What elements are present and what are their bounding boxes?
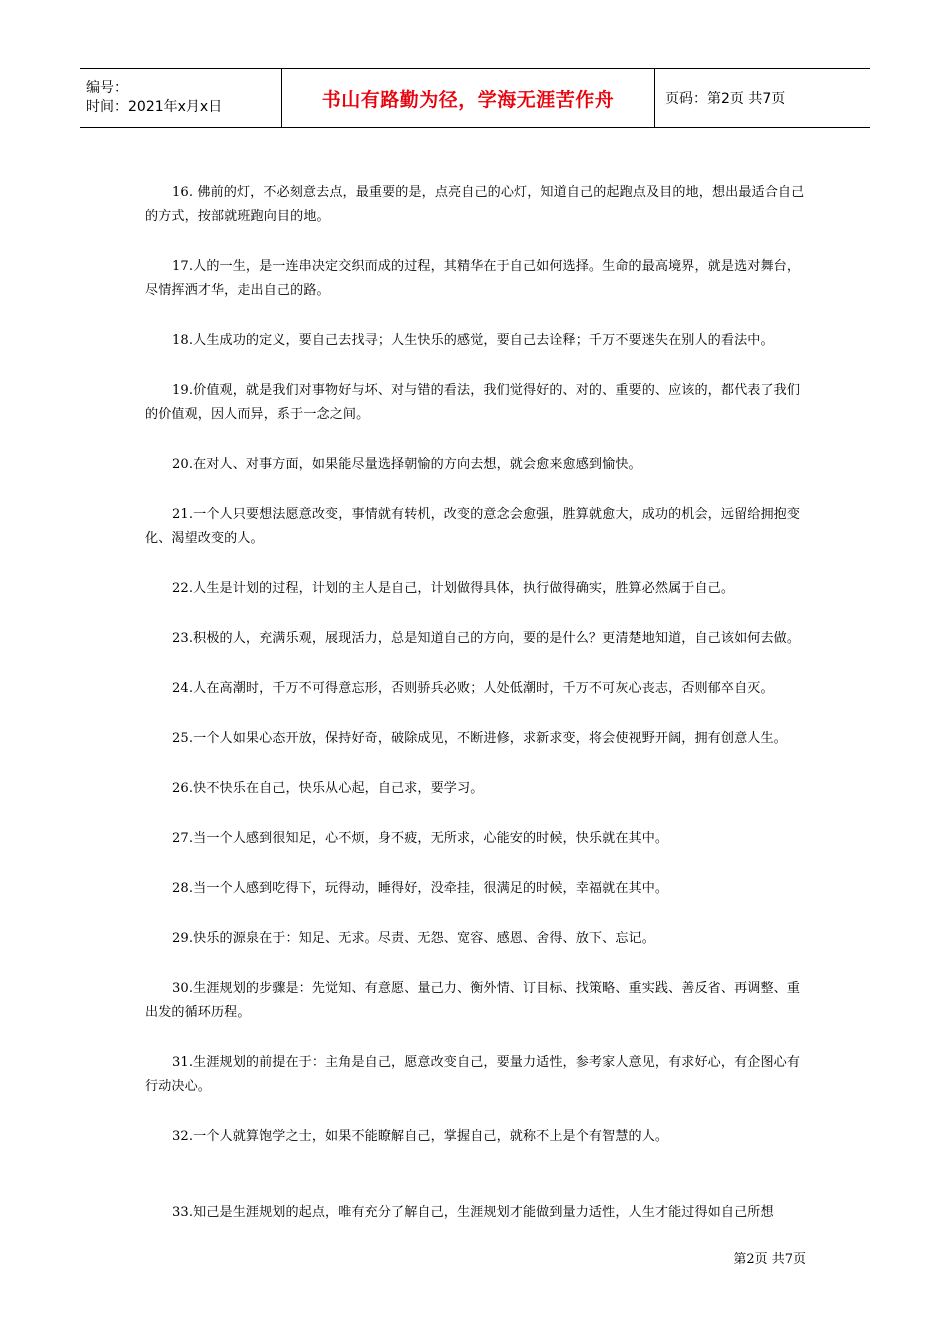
paragraph-17: 17.人的一生，是一连串决定交织而成的过程，其精华在于自己如何选择。生命的最高境界，就是选对舞台，尽情挥洒才华，走出自己的路。 xyxy=(145,259,801,298)
paragraph-32: 32.一个人就算饱学之士，如果不能瞭解自己，掌握自己，就称不上是个有智慧的人。 xyxy=(172,1129,669,1144)
page-header xyxy=(80,68,870,128)
paragraph-28: 28.当一个人感到吃得下，玩得动，睡得好，没牵挂，很满足的时候，幸福就在其中。 xyxy=(172,881,669,896)
paragraph-31: 31.生涯规划的前提在于：主角是自己，愿意改变自己，要量力适性，参考家人意见，有求好心，有企图心有行动决心。 xyxy=(145,1055,801,1094)
paragraph-23: 23.积极的人，充满乐观，展现活力，总是知道自己的方向，要的是什么？更清楚地知道，自己该如何去做。 xyxy=(172,631,801,646)
serial-number-label: 编号： xyxy=(86,80,128,96)
paragraph-20: 20.在对人、对事方面，如果能尽量选择朝愉的方向去想，就会愈来愈感到愉快。 xyxy=(172,457,642,472)
header-motto-cell xyxy=(282,69,655,127)
paragraph-30: 30.生涯规划的步骤是：先觉知、有意愿、量己力、衡外情、订目标、找策略、重实践、善反省、再调整、重出发的循环历程。 xyxy=(145,981,801,1020)
paragraph-24: 24.人在高潮时，千万不可得意忘形，否则骄兵必败；人处低潮时，千万不可灰心丧志，否则郁卒自灭。 xyxy=(172,681,774,696)
header-page-cell xyxy=(655,69,870,127)
page-footer: 第2页 共7页 xyxy=(733,1252,806,1267)
header-motto: 书山有路勤为径，学海无涯苦作舟 xyxy=(321,88,615,111)
date-label: 时间：2021年x月x日 xyxy=(86,99,223,115)
paragraph-33: 33.知己是生涯规划的起点，唯有充分了解自己，生涯规划才能做到量力适性，人生才能过得如自己所想 xyxy=(172,1205,774,1220)
header-page-info: 页码：第2页 共7页 xyxy=(665,91,786,107)
paragraph-19: 19.价值观，就是我们对事物好与坏、对与错的看法，我们觉得好的、对的、重要的、应该的，都代表了我们的价值观，因人而异，系于一念之间。 xyxy=(145,383,801,422)
paragraph-21: 21.一个人只要想法愿意改变，事情就有转机，改变的意念会愈强，胜算就愈大，成功的机会，远留给拥抱变化、渴望改变的人。 xyxy=(145,507,801,546)
document-body xyxy=(145,181,810,1220)
paragraph-22: 22.人生是计划的过程，计划的主人是自己，计划做得具体，执行做得确实，胜算必然属于自己。 xyxy=(172,581,735,596)
paragraph-29: 29.快乐的源泉在于：知足、无求。尽责、无怨、宽容、感恩、舍得、放下、忘记。 xyxy=(172,931,655,946)
paragraph-18: 18.人生成功的定义，要自己去找寻；人生快乐的感觉，要自己去诠释；千万不要迷失在别人的看法中。 xyxy=(172,333,774,348)
paragraph-25: 25.一个人如果心态开放，保持好奇，破除成见，不断进修，求新求变，将会使视野开阔，拥有创意人生。 xyxy=(172,731,787,746)
header-meta xyxy=(80,69,282,127)
paragraph-16: 16. 佛前的灯，不必刻意去点，最重要的是，点亮自己的心灯，知道自己的起跑点及目的地，想出最适合自己的方式，按部就班跑向目的地。 xyxy=(145,185,805,224)
paragraph-27: 27.当一个人感到很知足，心不烦，身不疲，无所求，心能安的时候，快乐就在其中。 xyxy=(172,831,669,846)
paragraph-26: 26.快不快乐在自己，快乐从心起，自己求，要学习。 xyxy=(172,781,484,796)
